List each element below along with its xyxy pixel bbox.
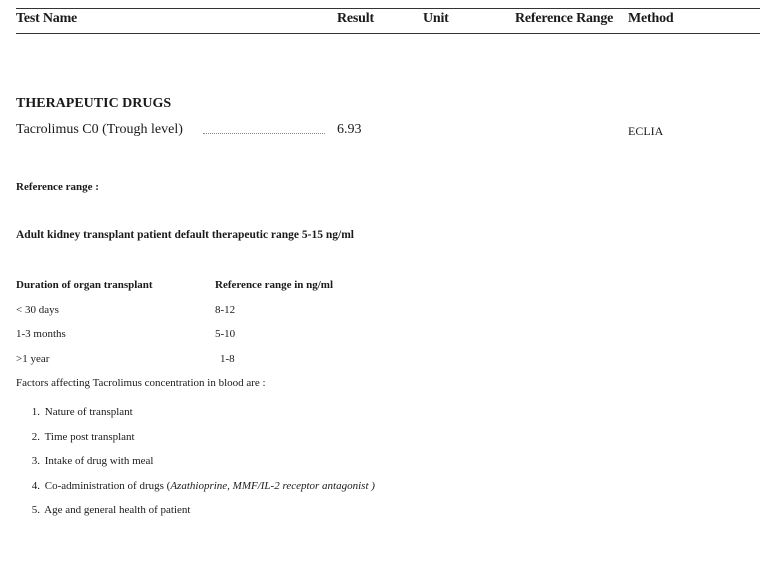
test-method: ECLIA: [628, 124, 664, 138]
list-item: [16, 400, 375, 425]
range-row-value: 5-10: [215, 328, 236, 340]
default-range-text: Adult kidney transplant patient default therapeutic range 5-15 ng/ml: [16, 229, 354, 241]
section-title: THERAPEUTIC DRUGS: [16, 96, 172, 111]
list-item-text: Co-administration of drugs (: [44, 479, 171, 492]
header-top-rule: [16, 8, 760, 9]
factors-intro: Factors affecting Tacrolimus concentration in blood are :: [16, 377, 266, 389]
list-item-text: Age and general health of patient: [44, 504, 191, 517]
header-test-name: Test Name: [16, 11, 78, 26]
list-item-number: 1.: [31, 406, 40, 418]
test-result: 6.93: [337, 122, 362, 137]
dotted-leader: [203, 133, 325, 134]
list-item-text: Intake of drug with meal: [44, 455, 154, 468]
list-item: [16, 474, 375, 499]
factors-list: [16, 400, 375, 523]
list-item-number: 4.: [31, 479, 40, 492]
header-reference-range: Reference Range: [515, 11, 614, 26]
list-item-number: 2.: [31, 430, 40, 443]
reference-range-label: Reference range :: [16, 181, 99, 193]
range-table-col-duration: Duration of organ transplant: [16, 279, 153, 291]
list-item-number: 3.: [31, 455, 40, 468]
test-name: Tacrolimus C0 (Trough level): [16, 122, 183, 137]
list-item: [16, 449, 375, 474]
range-row-value: 8-12: [215, 304, 236, 316]
list-item-text: Time post transplant: [44, 430, 135, 443]
header-result: Result: [337, 11, 374, 26]
list-item-text: Nature of transplant: [44, 406, 133, 418]
range-row-value: 1-8: [220, 353, 235, 365]
list-item-number: 5.: [31, 504, 40, 517]
header-method: Method: [628, 11, 674, 26]
range-table-col-range: Reference range in ng/ml: [215, 279, 334, 291]
header-unit: Unit: [423, 11, 449, 26]
range-row-duration: < 30 days: [16, 304, 59, 316]
list-item-italic-text: Azathioprine, MMF/IL-2 receptor antagonist ): [170, 479, 375, 492]
range-row-duration: >1 year: [16, 353, 50, 365]
header-bottom-rule: [16, 33, 760, 34]
list-item: [16, 425, 375, 450]
list-item: [16, 498, 375, 523]
range-row-duration: 1-3 months: [16, 328, 66, 340]
